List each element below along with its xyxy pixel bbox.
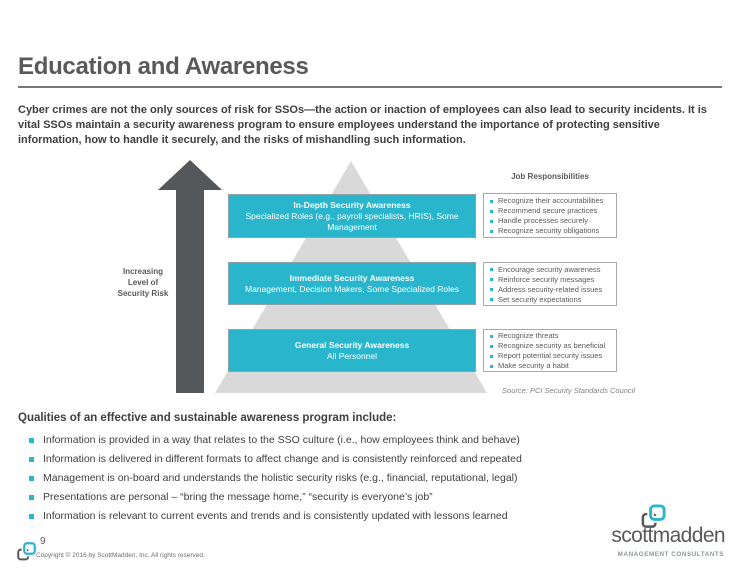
bullet-icon [490,230,493,233]
risk-axis-label [95,266,191,300]
level-subtitle: Management, Decision Makers, Some Specialized Roles [244,283,459,294]
bullet-icon [29,514,34,519]
bullet-icon [490,268,493,271]
pyramid-level-general [228,329,476,372]
list-item [490,196,613,206]
level-title: Immediate Security Awareness [289,272,415,283]
intro-paragraph: Cyber crimes are not the only sources of risk for SSOs—the action or inaction of employees can also lead to security incidents. It is vital SSOs maintain a security awareness program to ensure employees understand the importance of protecting sensitive information, how to handle it securely, and the risks of mishandling such information. [18,104,707,147]
list-item-text: Set security expectations [498,294,582,304]
bullet-icon [29,476,34,481]
risk-arrow-up-icon [158,160,222,190]
level-subtitle: Specialized Roles (e.g., payroll specialists, HRIS), Some Management [245,210,459,232]
list-item [490,206,613,216]
list-item [29,453,719,466]
bullet-icon [490,278,493,281]
page-title: Education and Awareness [18,53,309,80]
list-item [29,510,719,523]
list-item [490,216,613,226]
list-item [29,434,719,447]
brand-wordmark: scottmadden [611,524,725,547]
list-item [490,341,613,351]
bullet-icon [490,288,493,291]
list-item [490,226,613,236]
bullet-icon [490,200,493,203]
list-item-text: Presentations are personal – “bring the message home,” “security is everyone’s job” [43,491,433,503]
list-item [490,351,613,361]
list-item [29,472,719,485]
job-responsibilities-box-in-depth [483,193,617,238]
list-item [490,361,613,371]
bullet-icon [490,335,493,338]
risk-axis-label-line: Increasing [122,267,163,276]
level-title: In-Depth Security Awareness [293,199,411,210]
list-item [490,285,613,295]
list-item-text: Handle processes securely [498,216,589,225]
list-item [490,275,613,285]
level-subtitle: All Personnel [326,350,378,361]
list-item-text: Information is relevant to current events and trends and is consistently updated with lessons learned [43,510,508,522]
pyramid-level-immediate [228,262,476,305]
scottmadden-logo-icon [16,541,37,562]
source-citation: Source: PCI Security Standards Council [502,386,635,395]
list-item [490,265,613,275]
list-item-text: Address security-related issues [498,284,603,294]
bullet-icon [29,438,34,443]
copyright-text: Copyright © 2016 by ScottMadden, Inc. All rights reserved. [36,552,205,559]
bullet-icon [490,355,493,358]
bullet-icon [490,220,493,223]
risk-axis-label-line: Security Risk [117,289,169,299]
bullet-icon [29,495,34,500]
bullet-icon [490,365,493,368]
list-item-text: Management is on-board and understands the holistic security risks (e.g., financial, reputational, legal) [43,472,518,484]
list-item [490,331,613,341]
brand-tagline: MANAGEMENT CONSULTANTS [617,551,724,558]
list-item-text: Information is provided in a way that relates to the SSO culture (i.e., how employees think and behave) [43,434,520,446]
title-divider [18,86,722,88]
job-responsibilities-header: Job Responsibilities [511,172,589,181]
risk-axis-label-line: Level of [127,278,159,288]
list-item-text: Recommend secure practices [498,206,598,215]
list-item-text: Report potential security issues [498,351,603,360]
bullet-icon [29,457,34,462]
list-item [490,295,613,305]
list-item-text: Recognize security obligations [498,226,600,235]
list-item-text: Make security a habit [498,361,569,370]
bullet-icon [490,298,493,301]
pyramid-level-in-depth [228,194,476,238]
list-item-text: Information is delivered in different formats to affect change and is consistently reinforced and repeated [43,453,522,465]
list-item [29,491,719,504]
qualities-heading: Qualities of an effective and sustainable awareness program include: [18,412,397,424]
level-title: General Security Awareness [294,339,410,350]
list-item-text: Recognize threats [498,331,559,340]
list-item-text: Recognize their accountabilities [498,196,604,205]
list-item-text: Reinforce security messages [498,274,595,284]
list-item-text: Recognize security as beneficial [498,341,606,350]
job-responsibilities-box-immediate [483,262,617,306]
job-responsibilities-box-general [483,329,617,372]
list-item-text: Encourage security awareness [498,264,601,274]
page-number: 9 [40,536,46,547]
bullet-icon [490,345,493,348]
bullet-icon [490,210,493,213]
